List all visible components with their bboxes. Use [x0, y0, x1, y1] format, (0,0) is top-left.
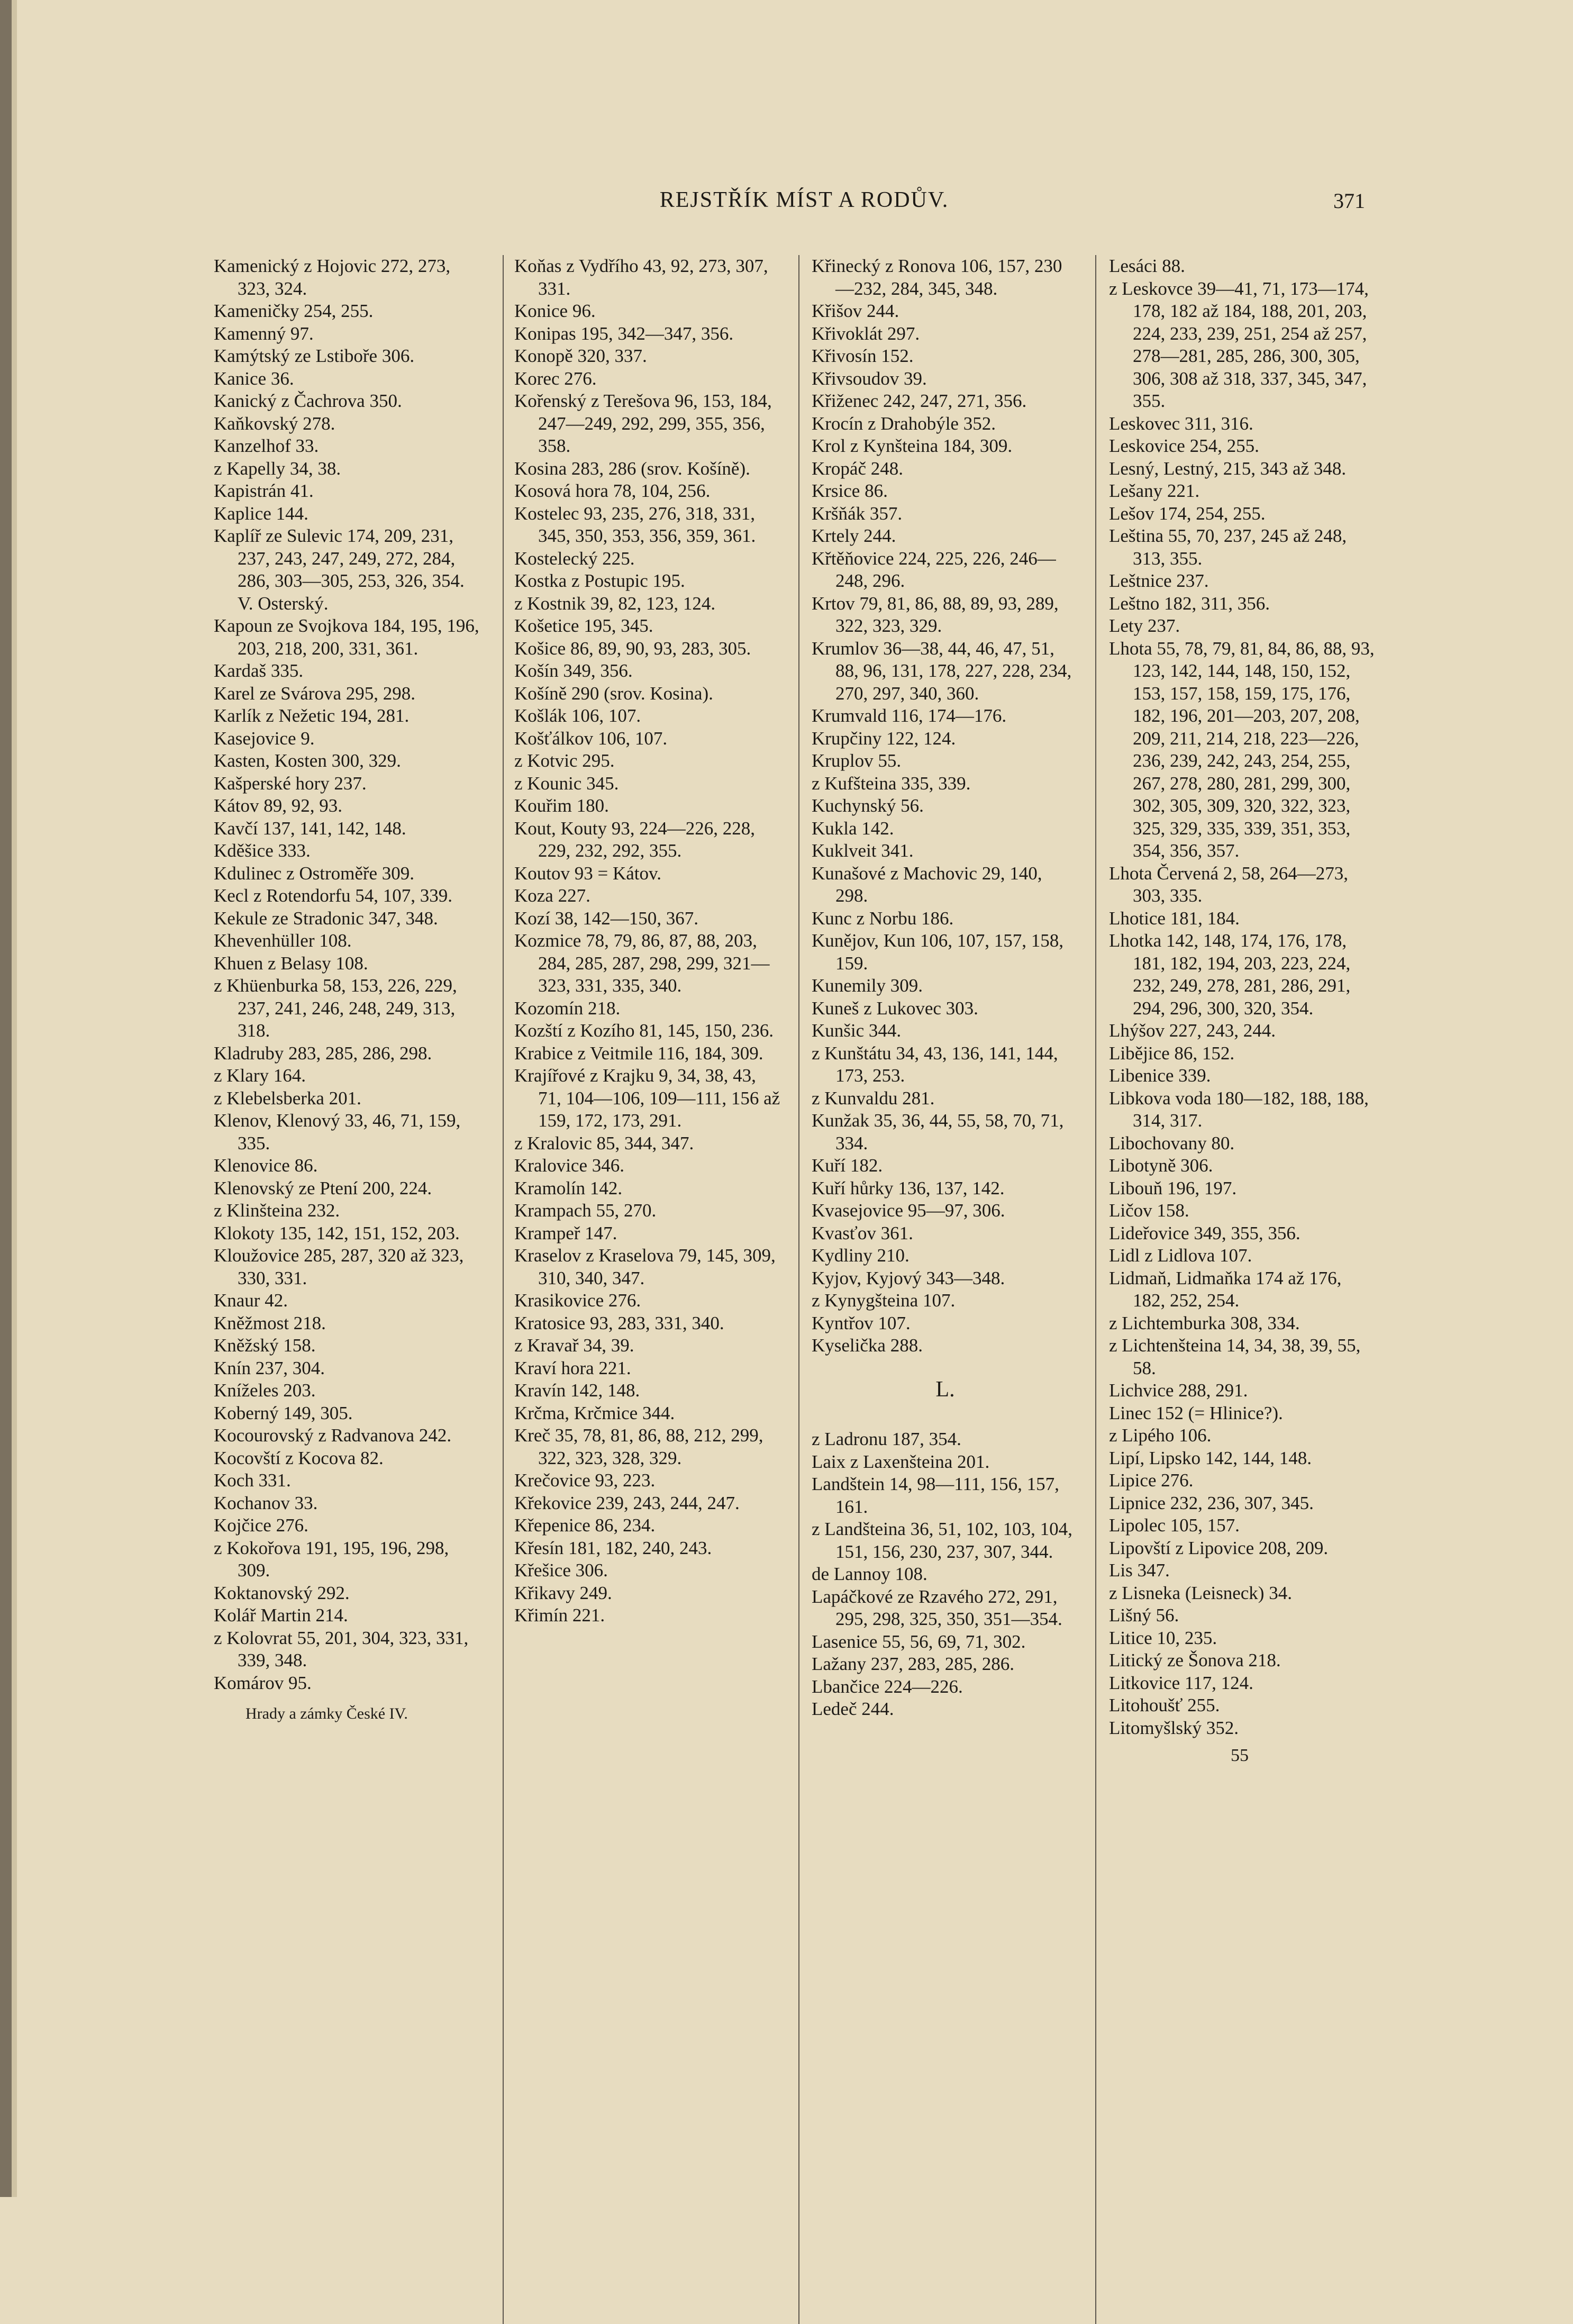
- index-entry: Lhotka 142, 148, 174, 176, 178, 181, 182, 194, 203, 223, 224, 232, 249, 278, 281, 286, 291, 294, 296, 300, 320, 354.: [1109, 930, 1351, 1019]
- index-entry: Leskovec 311, 316.: [1109, 413, 1253, 434]
- index-entry: Kunšic 344.: [812, 1020, 902, 1041]
- index-entry: Lesný, Lestný, 215, 343 až 348.: [1109, 458, 1347, 479]
- index-entry: Křimín 221.: [514, 1605, 605, 1626]
- index-entry: Lidl z Lidlova 107.: [1109, 1245, 1252, 1266]
- index-entry: Kekule ze Stradonic 347, 348.: [214, 907, 438, 929]
- index-entry: Leština 55, 70, 237, 245 až 248, 313, 355.: [1109, 525, 1347, 569]
- index-entry: Kvasejovice 95—97, 306.: [812, 1200, 1005, 1221]
- index-entry: Krampeř 147.: [514, 1222, 617, 1243]
- index-entry: Krtely 244.: [812, 525, 896, 546]
- signature-mark: 55: [1231, 1746, 1249, 1765]
- index-entry: Křekovice 239, 243, 244, 247.: [514, 1492, 740, 1513]
- index-column-4: [1109, 255, 1376, 1767]
- index-entry: z Ladronu 187, 354.: [812, 1429, 961, 1449]
- column-divider: [1095, 255, 1096, 2324]
- index-entry: Lhota 55, 78, 79, 81, 84, 86, 88, 93, 123, 142, 144, 148, 150, 152, 153, 157, 158, 159, 175, 176, 182, 196, 201—203, 207, 208, 209, 211, 214, 218, 223—226, 236, 239, 242, 243, 254, 255, 267, 278, 280, 281, 299, 300, 302, 305, 309, 320, 322, 323, 325, 329, 335, 339, 351, 353, 354, 356, 357.: [1109, 638, 1375, 861]
- index-entry: Karlík z Nežetic 194, 281.: [214, 705, 410, 726]
- index-entry: Kuneš z Lukovec 303.: [812, 997, 978, 1019]
- index-entry: Leštno 182, 311, 356.: [1109, 593, 1270, 614]
- index-entry: Kyjov, Kyjový 343—348.: [812, 1267, 1005, 1288]
- index-entry: Kašperské hory 237.: [214, 773, 367, 794]
- index-entry: Kydliny 210.: [812, 1245, 910, 1266]
- index-entry: Křtěňovice 224, 225, 226, 246—248, 296.: [812, 548, 1056, 591]
- index-entry: Kršňák 357.: [812, 503, 903, 524]
- index-entry: Kyntřov 107.: [812, 1312, 911, 1333]
- index-entry: Lhotice 181, 184.: [1109, 907, 1240, 929]
- index-entry: Krasikovice 276.: [514, 1290, 641, 1311]
- entries: [514, 255, 781, 1627]
- index-entry: Kuchynský 56.: [812, 795, 924, 816]
- index-entry: Kamýtský ze Lstiboře 306.: [214, 346, 415, 366]
- index-entry: Křepenice 86, 234.: [514, 1515, 656, 1536]
- index-entry: Liběјice 86, 152.: [1109, 1042, 1235, 1064]
- index-entry: Lesáci 88.: [1109, 256, 1185, 276]
- index-entry: Landštein 14, 98—111, 156, 157, 161.: [812, 1474, 1059, 1517]
- index-entry: Knín 237, 304.: [214, 1357, 325, 1378]
- index-entry: Lipí, Lipsko 142, 144, 148.: [1109, 1447, 1312, 1468]
- index-entry: Kapoun ze Svojkova 184, 195, 196, 203, 218, 200, 331, 361.: [214, 615, 479, 659]
- index-entry: Klenovský ze Ptení 200, 224.: [214, 1177, 432, 1199]
- index-entry: Kravín 142, 148.: [514, 1380, 640, 1401]
- entries: [812, 255, 1079, 1357]
- index-entry: Kanice 36.: [214, 368, 294, 389]
- index-entry: Kostka z Postupic 195.: [514, 570, 685, 591]
- index-entry: Karel ze Svárova 295, 298.: [214, 683, 415, 704]
- index-entry: Křinecký z Ronova 106, 157, 230—232, 284, 345, 348.: [812, 256, 1062, 299]
- index-entry: Kamenný 97.: [214, 323, 314, 344]
- index-entry: Khevenhüller 108.: [214, 930, 352, 951]
- index-entry: Lešov 174, 254, 255.: [1109, 503, 1266, 524]
- index-entry: Krumlov 36—38, 44, 46, 47, 51, 88, 96, 131, 178, 227, 228, 234, 270, 297, 340, 360.: [812, 638, 1072, 704]
- index-entry: Kděšice 333.: [214, 840, 311, 861]
- index-entry: Libochovany 80.: [1109, 1132, 1235, 1154]
- index-entry: de Lannoy 108.: [812, 1564, 928, 1584]
- index-entry: Kouřim 180.: [514, 795, 609, 816]
- index-entry: Kněžmost 218.: [214, 1312, 326, 1333]
- section-heading: L.: [935, 1377, 955, 1402]
- index-entry: Krečovice 93, 223.: [514, 1470, 656, 1491]
- index-entry: Kuří hůrky 136, 137, 142.: [812, 1177, 1005, 1199]
- index-entry: Kasten, Kosten 300, 329.: [214, 750, 401, 771]
- index-entry: Kunc z Norbu 186.: [812, 907, 954, 929]
- index-entry: z Kapelly 34, 38.: [214, 458, 341, 479]
- index-entry: Kratosice 93, 283, 331, 340.: [514, 1312, 724, 1333]
- index-entry: Korec 276.: [514, 368, 597, 389]
- index-entry: Laix z Laxenšteina 201.: [812, 1451, 990, 1472]
- index-entry: Kojčice 276.: [214, 1515, 308, 1536]
- index-entry: Khuen z Belasy 108.: [214, 952, 368, 974]
- index-entry: Kuří 182.: [812, 1155, 883, 1176]
- index-entry: Litický ze Šonova 218.: [1109, 1650, 1281, 1671]
- index-entry: Klenov, Klenový 33, 46, 71, 159, 335.: [214, 1110, 461, 1154]
- index-entry: Knaur 42.: [214, 1290, 288, 1311]
- index-entry: z Kounic 345.: [514, 773, 619, 794]
- index-entry: Kasejovice 9.: [214, 728, 315, 749]
- index-entry: Lažany 237, 283, 285, 286.: [812, 1654, 1014, 1674]
- index-entry: Koza 227.: [514, 885, 590, 906]
- index-entry: Kozští z Kozího 81, 145, 150, 236.: [514, 1020, 774, 1041]
- index-entry: Kanický z Čachrova 350.: [214, 391, 402, 411]
- index-entry: Litohoušť 255.: [1109, 1695, 1220, 1715]
- index-entry: Ledeč 244.: [812, 1699, 894, 1719]
- index-entry: Konice 96.: [514, 301, 596, 321]
- index-entry: Lapáčkové ze Rzavého 272, 291, 295, 298, 325, 350, 351—354.: [812, 1586, 1062, 1629]
- index-entry: Kátov 89, 92, 93.: [214, 795, 343, 816]
- index-entry: Lhýšov 227, 243, 244.: [1109, 1020, 1276, 1041]
- index-entry: Košice 86, 89, 90, 93, 283, 305.: [514, 638, 751, 659]
- index-entry: z Kolovrat 55, 201, 304, 323, 331, 339, 348.: [214, 1627, 469, 1671]
- index-entry: Kralovice 346.: [514, 1155, 624, 1176]
- index-entry: Kaplíř ze Sulevic 174, 209, 231, 237, 243, 247, 249, 272, 284, 286, 303—305, 253, 326, 354. V. Osterský.: [214, 525, 465, 614]
- index-entry: z Lisneka (Leisneck) 34.: [1109, 1582, 1292, 1603]
- index-entry: Křišov 244.: [812, 301, 899, 321]
- index-entry: z Kunvaldu 281.: [812, 1087, 935, 1109]
- index-entry: Křivosín 152.: [812, 346, 914, 366]
- index-entry: Lis 347.: [1109, 1560, 1170, 1581]
- index-entry: Kocourovský z Radvanova 242.: [214, 1425, 452, 1446]
- column-divider: [798, 255, 799, 2324]
- index-entry: Lasenice 55, 56, 69, 71, 302.: [812, 1631, 1026, 1652]
- index-entry: Kraselov z Kraselova 79, 145, 309, 310, 340, 347.: [514, 1245, 776, 1288]
- index-entry: Košlák 106, 107.: [514, 705, 641, 726]
- index-entry: z Lipého 106.: [1109, 1425, 1212, 1446]
- index-entry: Kostelecký 225.: [514, 548, 635, 569]
- index-entry: z Kostnik 39, 82, 123, 124.: [514, 593, 716, 614]
- index-entry: Libouň 196, 197.: [1109, 1177, 1237, 1199]
- index-entry: Kout, Kouty 93, 224—226, 228, 229, 232, 292, 355.: [514, 818, 755, 861]
- index-entry: Kloužovice 285, 287, 320 až 323, 330, 331.: [214, 1245, 464, 1288]
- index-entry: Kardaš 335.: [214, 660, 304, 681]
- index-entry: Lety 237.: [1109, 615, 1180, 636]
- index-entry: Kunašové z Machovic 29, 140, 298.: [812, 863, 1042, 906]
- index-entry: Libkova voda 180—182, 188, 188, 314, 317.: [1109, 1087, 1369, 1131]
- index-entry: Kaplice 144.: [214, 503, 308, 524]
- index-entry: Kvasťov 361.: [812, 1222, 913, 1243]
- index-entry: z Kotvic 295.: [514, 750, 615, 771]
- index-entry: Křivoklát 297.: [812, 323, 920, 344]
- index-entry: Kosová hora 78, 104, 256.: [514, 480, 711, 501]
- index-entry: Krocín z Drahobýle 352.: [812, 413, 996, 434]
- index-entry: Kolář Martin 214.: [214, 1605, 348, 1626]
- index-entry: Klenovice 86.: [214, 1155, 318, 1176]
- index-entry: Krčma, Krčmice 344.: [514, 1402, 675, 1423]
- index-entry: Košťálkov 106, 107.: [514, 728, 668, 749]
- index-entry: Koch 331.: [214, 1470, 291, 1491]
- index-column-2: [514, 255, 781, 1627]
- index-entry: Kocovští z Kocova 82.: [214, 1447, 384, 1468]
- column-divider: [503, 255, 504, 2324]
- index-entry: Komárov 95.: [214, 1672, 312, 1693]
- index-entry: Kladruby 283, 285, 286, 298.: [214, 1042, 432, 1064]
- index-entry: Kameničky 254, 255.: [214, 301, 374, 321]
- index-entry: z Klebelsberka 201.: [214, 1087, 361, 1109]
- book-spine: [0, 0, 12, 2197]
- index-entry: Krampach 55, 270.: [514, 1200, 657, 1221]
- index-entry: Ličov 158.: [1109, 1200, 1189, 1221]
- index-entry: Lhota Červená 2, 58, 264—273, 303, 335.: [1109, 863, 1348, 906]
- index-entry: Košín 349, 356.: [514, 660, 633, 681]
- index-entry: Kramolín 142.: [514, 1177, 623, 1199]
- index-entry: Koňas z Vydřího 43, 92, 273, 307, 331.: [514, 256, 768, 299]
- index-entry: Kaňkovský 278.: [214, 413, 335, 434]
- index-entry: Kreč 35, 78, 81, 86, 88, 212, 299, 322, 323, 328, 329.: [514, 1425, 763, 1468]
- index-column-3: [812, 255, 1079, 1721]
- index-entry: Litkovice 117, 124.: [1109, 1672, 1253, 1693]
- index-entry: Křiženec 242, 247, 271, 356.: [812, 391, 1027, 411]
- index-entry: Lipolec 105, 157.: [1109, 1515, 1240, 1536]
- index-entry: Lišný 56.: [1109, 1605, 1179, 1626]
- index-entry: Krsice 86.: [812, 480, 888, 501]
- index-entry: Lipnice 232, 236, 307, 345.: [1109, 1492, 1314, 1513]
- page-title: REJSTŘÍK MÍST A RODŮV.: [659, 188, 949, 212]
- index-entry: z Kynygšteina 107.: [812, 1290, 956, 1311]
- index-entry: Kořenský z Terešova 96, 153, 184, 247—249, 292, 299, 355, 356, 358.: [514, 391, 772, 456]
- index-entry: Lešany 221.: [1109, 480, 1200, 501]
- index-entry: Křesín 181, 182, 240, 243.: [514, 1537, 712, 1558]
- index-entry: Košetice 195, 345.: [514, 615, 653, 636]
- index-entry: Krupčiny 122, 124.: [812, 728, 956, 749]
- index-entry: z Klary 164.: [214, 1065, 306, 1086]
- index-entry: Kraví hora 221.: [514, 1357, 631, 1378]
- index-entry: Kropáč 248.: [812, 458, 904, 479]
- index-entry: Košíně 290 (srov. Kosina).: [514, 683, 713, 704]
- index-entry: Krol z Kynšteina 184, 309.: [812, 435, 1013, 456]
- index-entry: z Klinšteina 232.: [214, 1200, 340, 1221]
- index-entry: Křivsoudov 39.: [812, 368, 927, 389]
- index-entry: z Khüenburka 58, 153, 226, 229, 237, 241, 246, 248, 249, 313, 318.: [214, 975, 457, 1041]
- index-entry: Lbančice 224—226.: [812, 1676, 963, 1697]
- index-entry: Libotyně 306.: [1109, 1155, 1213, 1176]
- page-number: 371: [1333, 189, 1365, 213]
- index-entry: z Kravař 34, 39.: [514, 1335, 634, 1356]
- index-entry: Kavčí 137, 141, 142, 148.: [214, 818, 406, 839]
- index-entry: z Kunštátu 34, 43, 136, 141, 144, 173, 253.: [812, 1042, 1058, 1086]
- index-entry: Kníželes 203.: [214, 1380, 316, 1401]
- index-entry: Litomyšlský 352.: [1109, 1717, 1239, 1738]
- index-entry: Linec 152 (= Hlinice?).: [1109, 1402, 1283, 1423]
- index-entry: Kostelec 93, 235, 276, 318, 331, 345, 350, 353, 356, 359, 361.: [514, 503, 756, 546]
- index-entry: Koutov 93 = Kátov.: [514, 863, 662, 884]
- index-entry: Kněžský 158.: [214, 1335, 316, 1356]
- index-entry: Kyselička 288.: [812, 1335, 923, 1356]
- index-entry: Lichvice 288, 291.: [1109, 1380, 1248, 1401]
- index-entry: z Kralovic 85, 344, 347.: [514, 1132, 694, 1154]
- index-entry: Kanzelhof 33.: [214, 435, 319, 456]
- index-entry: Litice 10, 235.: [1109, 1627, 1217, 1648]
- index-entry: Lidmaň, Lidmaňka 174 až 176, 182, 252, 254.: [1109, 1267, 1342, 1311]
- index-entry: z Leskovce 39—41, 71, 173—174, 178, 182 až 184, 188, 201, 203, 224, 233, 239, 251, 254 až 257, 278—281, 285, 286, 300, 305, 306, 308 až 318, 337, 345, 347, 355.: [1109, 278, 1369, 411]
- index-entry: Kunemily 309.: [812, 975, 923, 996]
- index-entry: Kdulinec z Ostroměře 309.: [214, 863, 415, 884]
- index-entry: z Landšteina 36, 51, 102, 103, 104, 151, 156, 230, 237, 307, 344.: [812, 1519, 1072, 1562]
- index-entry: Kapistrán 41.: [214, 480, 314, 501]
- index-entry: Leštnice 237.: [1109, 570, 1209, 591]
- index-entry: Kochanov 33.: [214, 1492, 318, 1513]
- index-entry: Krtov 79, 81, 86, 88, 89, 93, 289, 322, 323, 329.: [812, 593, 1059, 636]
- index-entry: Křešice 306.: [514, 1560, 608, 1581]
- index-entry: Konopě 320, 337.: [514, 346, 647, 366]
- index-entry: Kosina 283, 286 (srov. Košíně).: [514, 458, 750, 479]
- index-entry: Libenice 339.: [1109, 1065, 1211, 1086]
- entries: [214, 255, 481, 1694]
- index-entry: Krumvald 116, 174—176.: [812, 705, 1007, 726]
- index-entry: Krajířové z Krajku 9, 34, 38, 43, 71, 104—106, 109—111, 156 až 159, 172, 173, 291.: [514, 1065, 780, 1131]
- index-entry: Křikavy 249.: [514, 1582, 612, 1603]
- index-entry: Lipice 276.: [1109, 1470, 1194, 1491]
- index-entry: Kecl z Rotendorfu 54, 107, 339.: [214, 885, 453, 906]
- entries: [812, 1428, 1079, 1721]
- index-entry: Kunžak 35, 36, 44, 55, 58, 70, 71, 334.: [812, 1110, 1064, 1154]
- index-entry: Lideřovice 349, 355, 356.: [1109, 1222, 1301, 1243]
- page-edge: [12, 0, 17, 2197]
- index-column-1: [214, 255, 481, 1726]
- index-entry: Kunějov, Kun 106, 107, 157, 158, 159.: [812, 930, 1064, 974]
- index-entry: Kozomín 218.: [514, 997, 621, 1019]
- index-entry: Leskovice 254, 255.: [1109, 435, 1259, 456]
- footer-note: Hrady a zámky České IV.: [246, 1705, 408, 1722]
- index-entry: z Lichtenšteina 14, 34, 38, 39, 55, 58.: [1109, 1335, 1361, 1378]
- entries: [1109, 255, 1376, 1739]
- index-entry: Lipovští z Lipovice 208, 209.: [1109, 1537, 1329, 1558]
- index-entry: Kuklveit 341.: [812, 840, 914, 861]
- index-entry: Kozí 38, 142—150, 367.: [514, 907, 699, 929]
- index-entry: z Kokořova 191, 195, 196, 298, 309.: [214, 1537, 449, 1581]
- index-entry: Kozmice 78, 79, 86, 87, 88, 203, 284, 285, 287, 298, 299, 321—323, 331, 335, 340.: [514, 930, 770, 996]
- index-entry: Koberný 149, 305.: [214, 1402, 353, 1423]
- index-entry: Konipas 195, 342—347, 356.: [514, 323, 734, 344]
- index-entry: Klokoty 135, 142, 151, 152, 203.: [214, 1222, 460, 1243]
- index-entry: Krabice z Veitmile 116, 184, 309.: [514, 1042, 763, 1064]
- index-entry: Kukla 142.: [812, 818, 894, 839]
- index-entry: Kamenický z Hojovic 272, 273, 323, 324.: [214, 256, 451, 299]
- index-entry: z Kufšteina 335, 339.: [812, 773, 971, 794]
- index-entry: Koktanovský 292.: [214, 1582, 350, 1603]
- index-entry: Kruplov 55.: [812, 750, 902, 771]
- index-entry: z Lichtemburka 308, 334.: [1109, 1312, 1300, 1333]
